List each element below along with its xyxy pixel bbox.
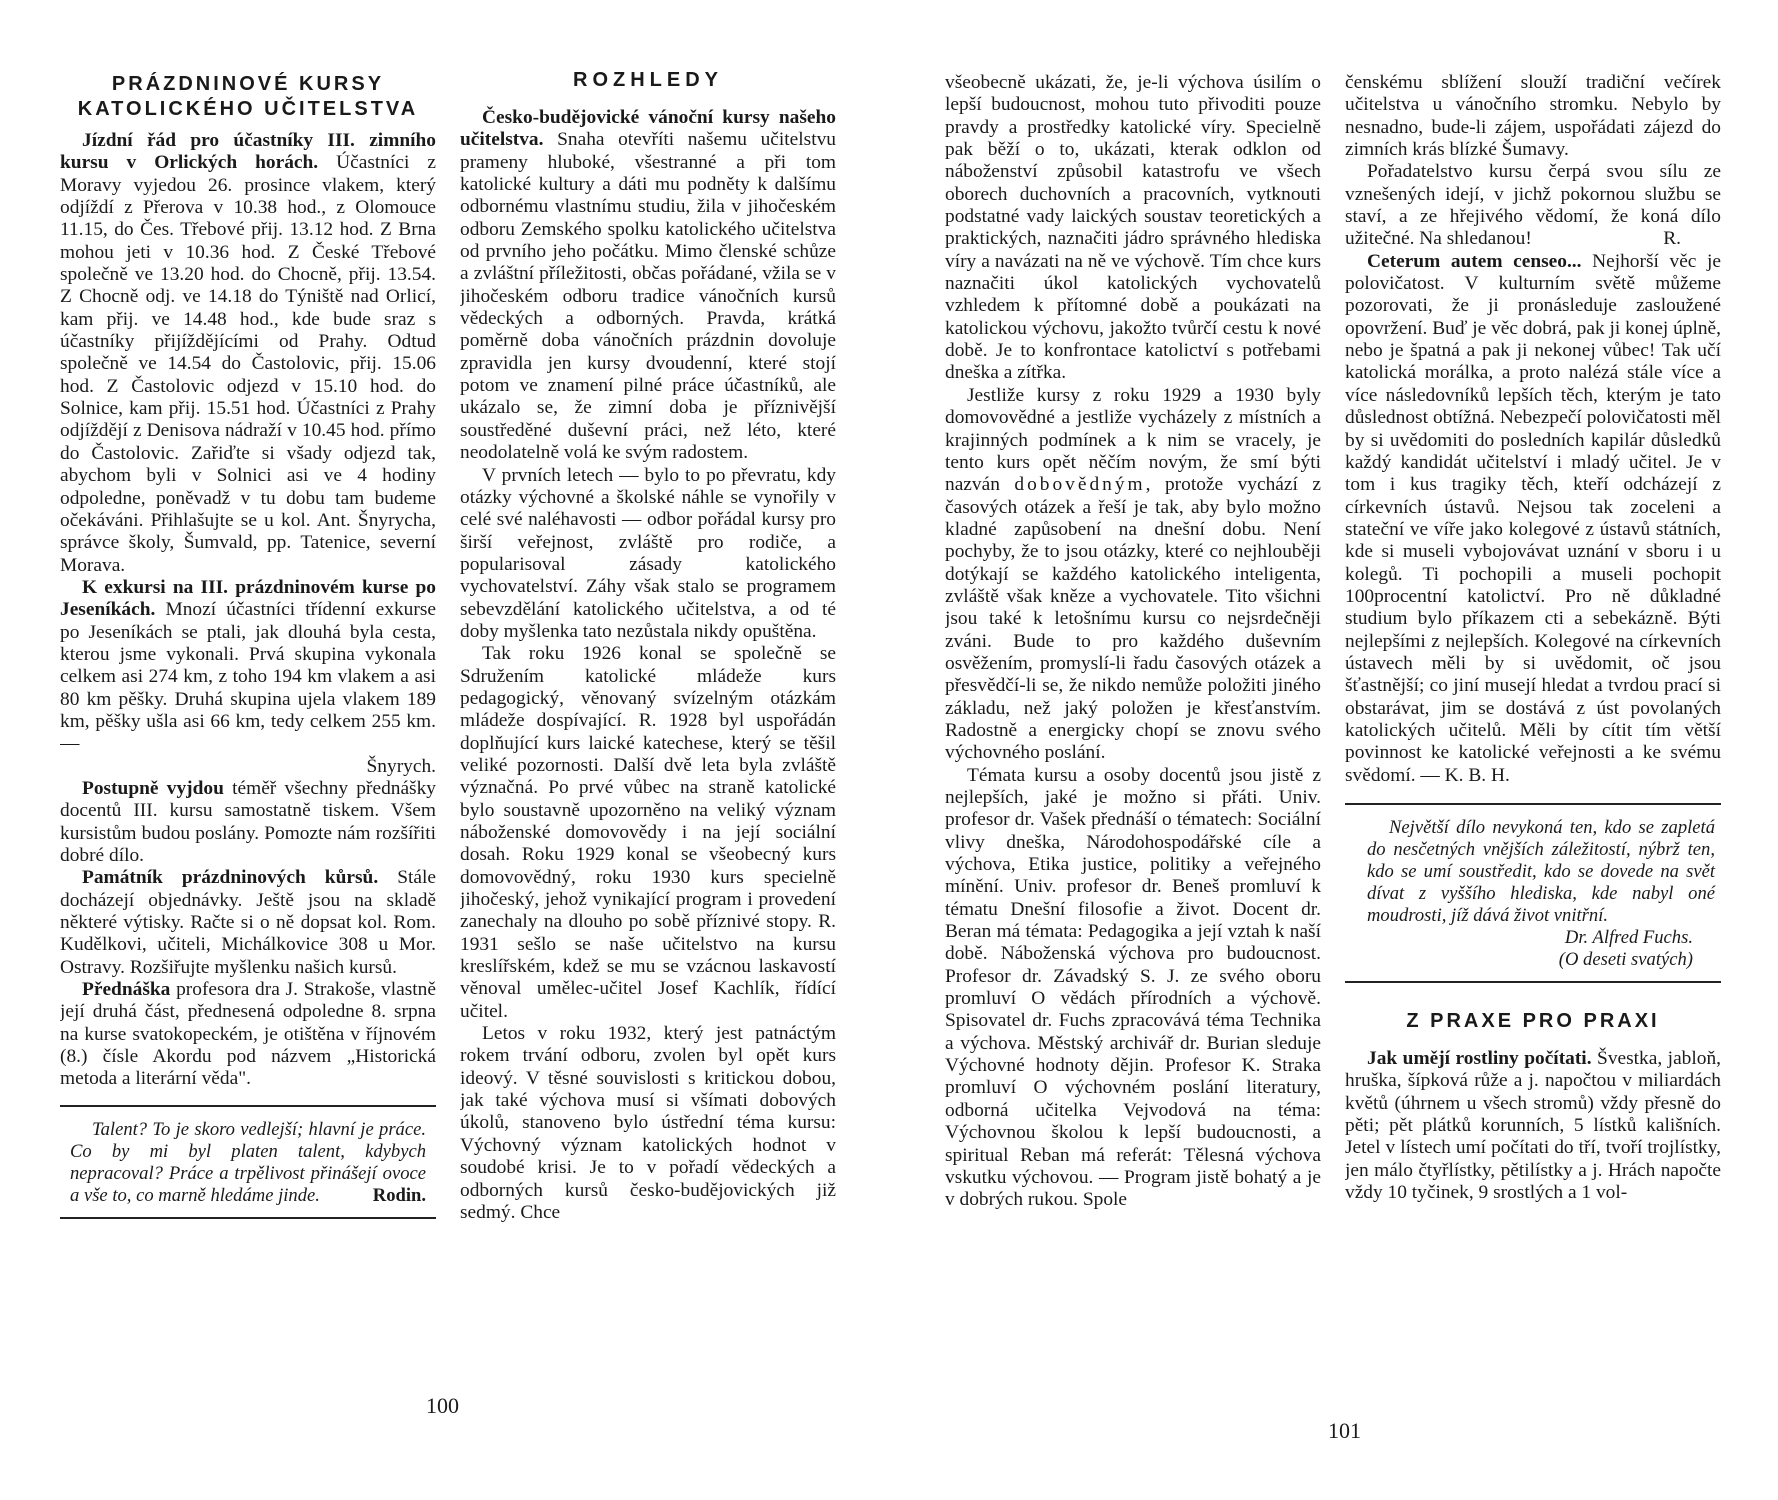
paragraph-text: , protože vychází z časových otázek a řeší je tak, aby bylo možno kladné zapůsobení na dnešní dobu. Není pochyby, že to jsou otázky, které co nejhlouběji dotýkají se každého katolického inteligenta, zvláště však kněze a vychovatele. Tito všichni jsou také k letošnímu kursu co nejsrdečněji zváni. Bude to pro každého duševním osvěžením, promyslí-li řadu časových otázek a přesvědčí-li se, že nikdo nemůže položiti jiného základu, než jaký položen je křesťanstvím. Radostně a energicky chopí se znovu svého výchovného poslání. [945, 474, 1321, 764]
left-column-2 [460, 68, 836, 1378]
paragraph: čenskému sblížení slouží tradiční večírek učitelstva u vánočního stromku. Nebylo by nesnadno, bude-li zájem, uspořádati zájezd do zimních krás blízké Šumavy. [1345, 72, 1721, 161]
quote-author: Dr. Alfred Fuchs. [1564, 927, 1693, 948]
divider-rule [1345, 981, 1721, 983]
right-column-1 [945, 72, 1321, 1382]
paragraph [60, 778, 436, 867]
paragraph-heading: Ceterum autem censeo... [1367, 250, 1582, 272]
paragraph-heading: Památník prázdninových kůrsů. [82, 867, 379, 889]
paragraph-text: Nejhorší věc je polovičatost. V kulturním světě můžeme pozorovati, že ji pronásleduje zasloužené opovržení. Buď je věc dobrá, pak ji konej úplně, nebo je špatná a pak ji nekonej vůbec! Tak učí katolická morálka, a proto nalézá stále více a více následovníků lepších těch, kterým je tato důslednost obtížná. Nebezpečí polovičatosti měl by si uvědomiti do posledních kapilár důsledků každý kandidát učitelství i mladý učitel. Je v tom i kus tragiky těch, kteří odcházejí z církevních ústavů. Nejsou tak zoceleni a stateční ve víře jako kolegové z ústavů státních, kde si museli vybojovávat uznání v sboru i u kolegů. Ti pochopili a museli pochopit 100procentní katolictví. Pro ně důkladné studium bylo příkazem cti a sebekázně. Býti nejlepšími z nejlepších. Kolegové na církevních ústavech měli by si uvědomit, oč jsou šťastnější; co jiní musejí hledat a tvrdou prací si obstarávat, jim se dostává z úst povolaných katolických učitelů. Měli by cítit tím větší povinnost ke katolické veřejnosti a ke svému svědomí. — K. B. H. [1345, 250, 1721, 786]
paragraph-text: téměř všechny přednášky docentů III. kursu samostatně tiskem. Všem kursistům budou poslány. Pomozte nám rozšířiti dobré dílo. [60, 777, 436, 866]
paragraph: všeobecně ukázati, že, je-li výchova úsilím o lepší budoucnost, mohou tuto přivoditi pouze pravdy a prostředky katolické víry. Specielně pak běží o to, ukázati, kterak odklon od náboženství způsobil katastrofu ve všech oborech duchovních a pracovních, vytknouti podstatné vady laických soustav teoretických a praktických, naznačiti jádro správného hlediska víry a navázati na ně ve výchově. Tím chce kurs naznačiti úkol katolických vychovatelů vzhledem k přítomné době a poukázati na katolickou výchovu, jakožto tvůrčí cestu k nové době. Je to konfrontace katolictví s potřebami dneška a zítřka. [945, 72, 1321, 384]
quote-text: Talent? To je skoro vedlejší; hlavní je práce. Co by mi byl platen talent, kdybych nepracoval? Práce a trpělivost přinášejí ovoce a vše to, co marně hledáme jinde. [70, 1118, 426, 1206]
right-column-2 [1345, 72, 1721, 1382]
paragraph: Témata kursu a osoby docentů jsou jistě z nejlepších, jaké je možno si přáti. Univ. profesor dr. Vašek přednáší o tématech: Sociální vlivy dneška, Národohospodářské cíle a výchova, Etika justice, politiky a veřejného mínění. Univ. profesor dr. Beneš promluví k tématu Dnešní filosofie a život. Docent dr. Beran má témata: Pedagogika a její vztah k naší době. Náboženská výchova pro budoucnost. Profesor dr. Závadský S. J. ze svého oboru promluví O vědách přírodních a výchově. Spisovatel dr. Fuchs zpracovává téma Technika a výchova. Městský archivář dr. Burian sleduje Výchovné hodnoty dějin. Profesor K. Straka promluví O výchovném poslání literatury, odborná učitelka Vejvodová na téma: Výchovnou školou k lepší budoucnosti, a spiritual Reban má referát: Tělesná výchova vskutku výchovou. — Program jistě bohatý a je v dobrých rukou. Spole [945, 764, 1321, 1211]
divider-rule [1345, 803, 1721, 805]
paragraph [60, 577, 436, 756]
paragraph-heading: Jízdní řád pro účastníky III. zimního kursu v Orlických horách. [60, 130, 436, 174]
paragraph-text: Pořadatelstvo kursu čerpá svou sílu ze vznešených idejí, v jichž pokornou službu se staví, a ze hřejivého vědomí, že koná dílo užitečné. Na shledanou! [1345, 161, 1721, 250]
paragraph-text: Stále docházejí objednávky. Ještě jsou na skladě některé výtisky. Račte si o ně dopsat kol. Rom. Kudělkovi, učiteli, Michálkovice 308 u Mor. Ostravy. Rozšiřujte myšlenku našich kursů. [60, 867, 436, 978]
paragraph [60, 867, 436, 979]
paragraph [60, 979, 436, 1091]
paragraph [1345, 161, 1721, 250]
paragraph-heading: Česko-budějovické vánoční kursy našeho učitelstva. [460, 107, 836, 151]
quote-source: (O deseti svatých) [1558, 949, 1693, 970]
section-title: Z PRAXE PRO PRAXI [1406, 1010, 1660, 1032]
section-title: ROZHLEDY [573, 69, 723, 91]
signature: Šnyrych. [366, 755, 436, 777]
paragraph-heading: Jak umějí rostliny počítati. [1367, 1048, 1592, 1069]
divider-rule [60, 1217, 436, 1219]
paragraph-text: Švestka, jabloň, hruška, šípková růže a j. napočtou v miliardách květů (úhrnem u všech stromů) vždy přesně do pěti; pět plátků korunních, 5 lístků kališních. Jetel v lístech umí počítati do tří, tvoří trojlístky, jen málo čtyřlístky, pětilístky a j. Hrách napočte vždy 10 tyčinek, 9 srostlých a 1 vol- [1345, 1048, 1721, 1204]
paragraph: Tak roku 1926 konal se společně se Sdružením katolické mládeže kurs pedagogický, věnovaný svízelným otázkám mládeže dospívající. R. 1928 byl uspořádán doplňující kurs laické katechese, který se těšil veliké pozornosti. Další dvě leta byla zvláště význačná. Po prvé vůbec na straně katolické bylo soustavně upozorněno na veliký význam náboženské domovovědy i na její sociální dosah. Roku 1929 konal se všeobecný kurs domovovědný, roku 1930 kurs specielně jihočeský, jehož vynikající program i provedení zanechaly na dlouho po sobě příznivé stopy. R. 1931 sešlo se naše učitelstvo na kursu kreslířském, kdež se mu se vzácnou laskavostí věnoval umělec-učitel Josef Kachlík, řídící učitel. [460, 643, 836, 1022]
paragraph-text: Jestliže kursy z roku 1929 a 1930 byly domovovědné a jestliže vycházely z místních a krajinných podmínek a k nim se vracely, je tento kurs opět něčím novým, že smí býti nazván [945, 384, 1321, 496]
quote-text: Největší dílo nevykoná ten, kdo se zapletá do nesčetných vnějších záležitostí, nýbrž ten, kdo se umí soustředit, kdo se dovede na svět dívat z vyššího hlediska, kde nabyl oné moudrosti, jíž dává život vnitřní. [1367, 817, 1715, 926]
paragraph [945, 385, 1321, 765]
left-column-1 [60, 72, 436, 1372]
paragraph [1345, 251, 1721, 787]
page-number: 100 [426, 1393, 459, 1418]
paragraph [60, 130, 436, 577]
paragraph [1345, 1048, 1721, 1204]
quote-block [60, 1119, 436, 1207]
quote-author: Rodin. [372, 1184, 426, 1206]
paragraph-heading: Postupně vyjdou [82, 777, 224, 799]
quote-block [1345, 817, 1721, 971]
signature: R. [1663, 228, 1681, 250]
paragraph-heading: Přednáška [82, 979, 171, 1001]
section-title-line1: PRÁZDNINOVÉ KURSY [111, 73, 385, 95]
divider-rule [60, 1105, 436, 1107]
paragraph-text: Účastníci z Moravy vyjedou 26. prosince vlakem, který odjíždí z Přerova v 10.38 hod., z Olomouce 11.15, do Čes. Třebové přij. 13.12 hod. Z Brna mohou jeti v 10.36 hod. Z České Třebové společně ve 13.20 hod. do Chocně, přij. 13.54. Z Chocně odj. ve 14.18 do Týniště nad Orlicí, kam přij. ve 14.48 hod., kde bude sraz s účastníky přijíždějícími od Prahy. Odtud společně ve 14.54 do Častolovic, přij. 15.06 hod. Z Častolovic odjezd v 15.10 hod. do Solnice, kam přij. 15.51 hod. Účastníci z Prahy odjíždějí z Denisova nádraží v 10.45 hod. přímo do Častolovic. Zařiďte si všady odjezd tak, abychom byli v Solnici asi ve 4 hodiny odpoledne, poněvadž v tu dobu tam budeme očekáváni. Přihlašujte se u kol. Ant. Šnyrycha, správce školy, Šumvald, pp. Tatenice, severní Morava. [60, 152, 436, 576]
paragraph: V prvních letech — bylo to po převratu, kdy otázky výchovné a školské náhle se vynořily v celé své naléhavosti — odbor pořádal kursy pro širší veřejnost, zvláště pro rodiče, a popularisoval zásady katolického vychovatelství. Záhy však stalo se programem sebevzdělání katolického učitelstva, a od té doby myšlenka tato nezůstala nikdy opuštěna. [460, 464, 836, 642]
paragraph [460, 107, 836, 465]
paragraph: Letos v roku 1932, který jest patnáctým rokem trvání odboru, zvolen byl opět kurs ideový. V těsné souvislosti s kritickou dobou, jak také výchova musí si všímati dobových úkolů, stanoveno bylo ústřední téma kursu: Výchovný význam katolických hodnot v soudobé krisi. Je to v pořadí vědeckých a odborných kursů česko-budějovických již sedmý. Chce [460, 1023, 836, 1223]
paragraph-heading: K exkursi na III. prázdninovém kurse po Jeseníkách. [60, 576, 436, 621]
section-title-line2: KATOLICKÉHO UČITELSTVA [77, 98, 419, 120]
emphasized-word: dobovědným [1014, 474, 1146, 496]
paragraph-text: profesora dra J. Strakoše, vlastně její druhá část, přednesená odpoledne 8. srpna na kurse svatokopeckém, je otištěna v říjnovém (8.) čísle Akordu pod názvem „Historická metoda a literární věda". [60, 979, 436, 1090]
page-number: 101 [1328, 1418, 1361, 1443]
paragraph-text: Snaha otevříti našemu učitelstvu prameny hluboké, všestranné a při tom katolické kultury a dáti mu podněty k dalšímu odbornému vlastnímu studiu, žila v jihočeském odboru Zemského spolku katolického učitelstva od prvního jeho počátku. Mimo členské schůze a zvláštní příležitosti, občas pořádané, vžila se v jihočeském odboru tradice vánočních kursů vědeckých a odborných. Pravda, krátká poměrně doba vánočních prázdnin dovoluje zpravidla jen kursy dvoudenní, které stojí potom ve znamení pilné práce účastníků, ale ukázalo se, že zimní doba je příznivější soustředěné duševní práci, než léto, které neodolatelně volá ke svým radostem. [460, 129, 836, 464]
paragraph-text: Mnozí účastníci třídenní exkurse po Jeseníkách se ptali, jak dlouhá byla cesta, kterou jsme vykonali. Prvá skupina vykonala celkem asi 274 km, z toho 194 km vlakem a asi 80 km pěšky. Druhá skupina ujela vlakem 189 km, pěšky ušla asi 66 km, tedy celkem 255 km. — [60, 599, 436, 755]
